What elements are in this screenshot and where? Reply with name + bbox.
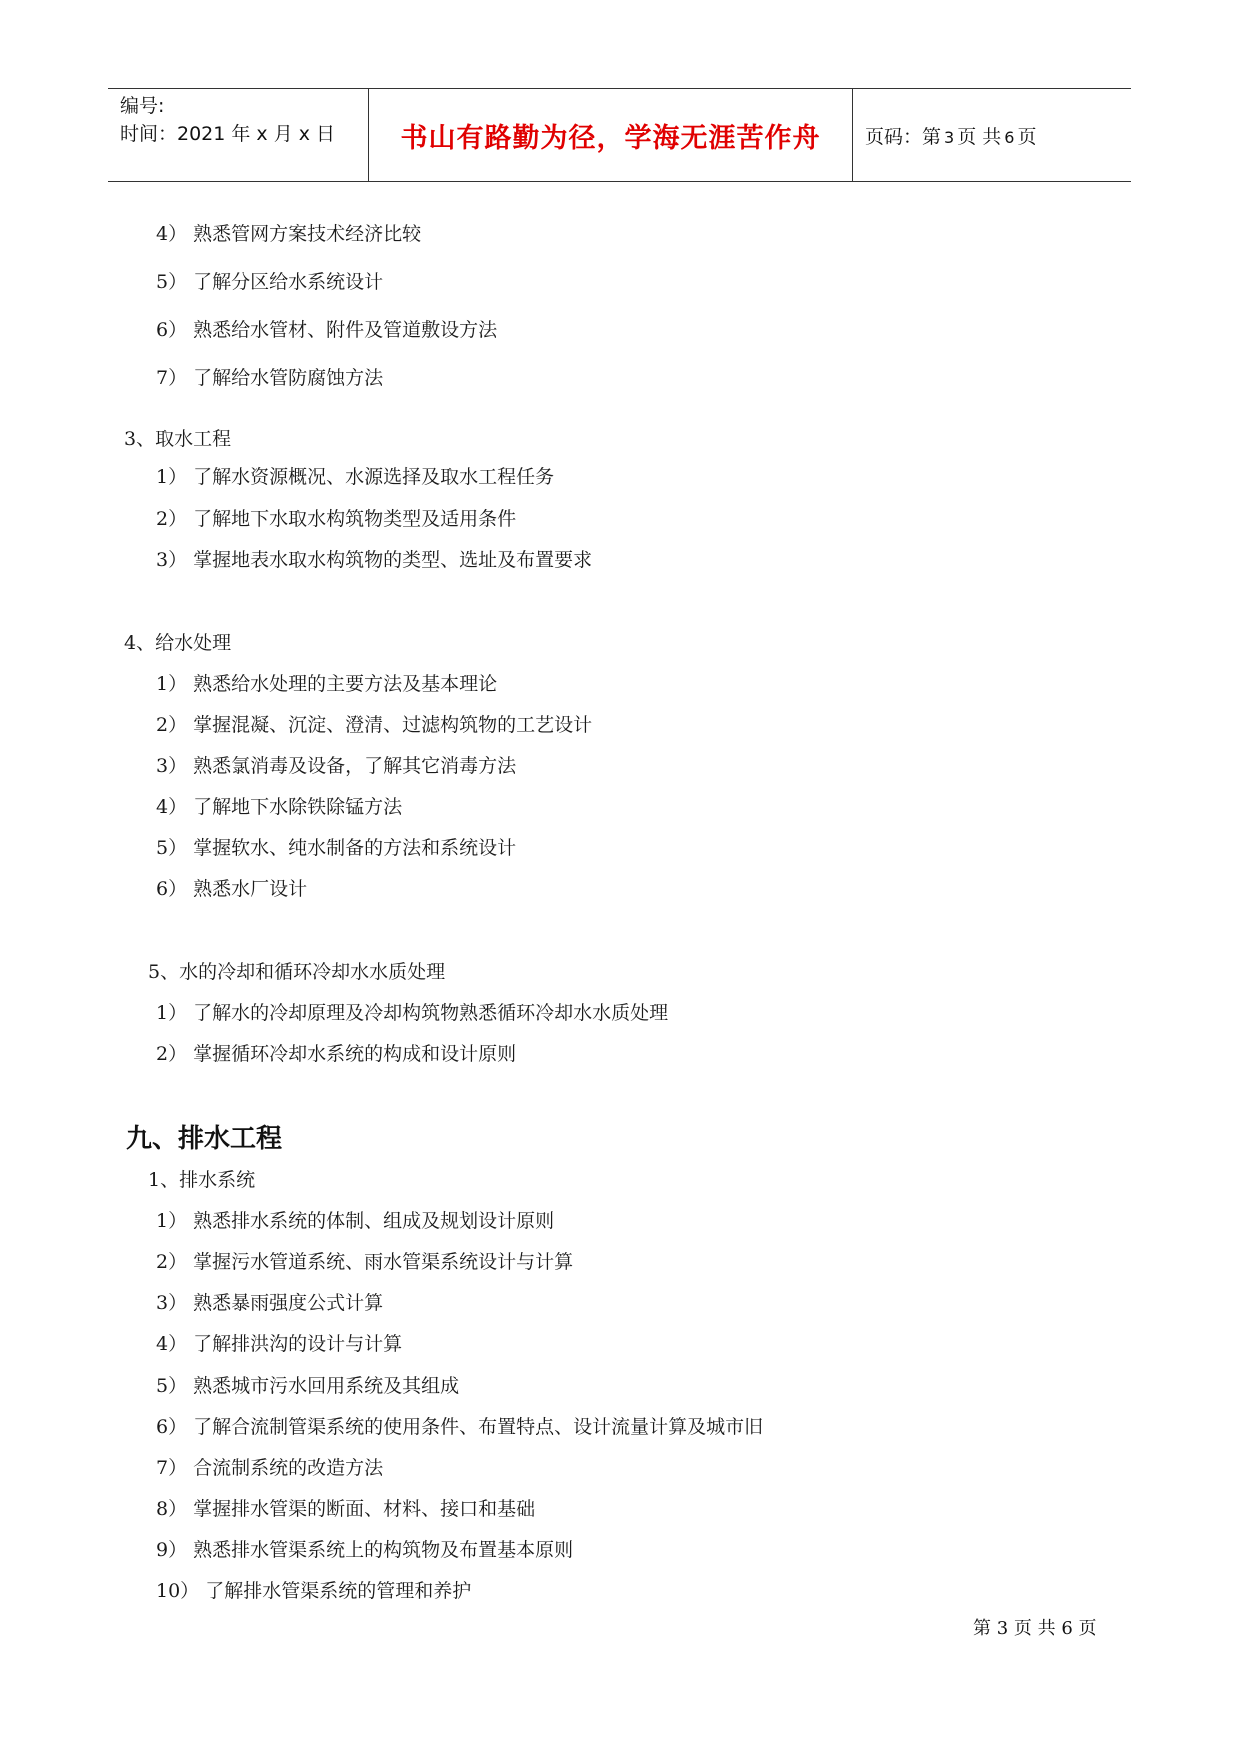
list-item: 5） 掌握软水、纯水制备的方法和系统设计 bbox=[156, 837, 517, 859]
list-item: 3） 掌握地表水取水构筑物的类型、选址及布置要求 bbox=[156, 549, 593, 571]
list-item: 1） 熟悉给水处理的主要方法及基本理论 bbox=[156, 673, 498, 695]
page-prefix: 页码：第 bbox=[865, 125, 942, 148]
list-item: 7） 合流制系统的改造方法 bbox=[156, 1457, 384, 1479]
list-item: 6） 了解合流制管渠系统的使用条件、布置特点、设计流量计算及城市旧 bbox=[156, 1416, 764, 1438]
page-header bbox=[108, 88, 1131, 182]
list-item: 2） 掌握混凝、沉淀、澄清、过滤构筑物的工艺设计 bbox=[156, 714, 593, 736]
document-code-label: 编号: bbox=[120, 95, 165, 117]
list-item: 1） 了解水的冷却原理及冷却构筑物熟悉循环冷却水水质处理 bbox=[156, 1002, 669, 1024]
header-left-cell bbox=[108, 89, 369, 181]
header-middle-cell bbox=[369, 89, 853, 181]
page-suffix: 页 bbox=[1017, 125, 1037, 148]
list-item: 7） 了解给水管防腐蚀方法 bbox=[156, 367, 384, 389]
subsection-title: 5、水的冷却和循环冷却水水质处理 bbox=[148, 961, 446, 983]
subsection-title: 4、给水处理 bbox=[124, 632, 232, 654]
list-item: 4） 了解排洪沟的设计与计算 bbox=[156, 1333, 403, 1355]
list-item: 2） 了解地下水取水构筑物类型及适用条件 bbox=[156, 508, 517, 530]
list-item: 2） 掌握循环冷却水系统的构成和设计原则 bbox=[156, 1043, 517, 1065]
list-item: 4） 熟悉管网方案技术经济比较 bbox=[156, 223, 422, 245]
list-item: 3） 熟悉暴雨强度公式计算 bbox=[156, 1292, 384, 1314]
list-item: 1） 了解水资源概况、水源选择及取水工程任务 bbox=[156, 466, 555, 488]
subsection-title: 1、排水系统 bbox=[148, 1169, 256, 1191]
page-total: 6 bbox=[1004, 127, 1015, 147]
subsection-title: 3、取水工程 bbox=[124, 428, 232, 450]
header-page-code bbox=[865, 122, 1036, 149]
document-time: 时间：2021 年 x 月 x 日 bbox=[120, 123, 336, 145]
list-item: 8） 掌握排水管渠的断面、材料、接口和基础 bbox=[156, 1498, 536, 1520]
list-item: 1） 熟悉排水系统的体制、组成及规划设计原则 bbox=[156, 1210, 555, 1232]
list-item: 4） 了解地下水除铁除锰方法 bbox=[156, 796, 403, 818]
page-mid: 页 共 bbox=[957, 125, 1002, 148]
section-heading: 九、排水工程 bbox=[126, 1124, 283, 1154]
list-item: 5） 熟悉城市污水回用系统及其组成 bbox=[156, 1375, 460, 1397]
list-item: 3） 熟悉氯消毒及设备，了解其它消毒方法 bbox=[156, 755, 517, 777]
list-item: 10） 了解排水管渠系统的管理和养护 bbox=[156, 1580, 472, 1602]
header-right-cell bbox=[853, 89, 1131, 181]
list-item: 2） 掌握污水管道系统、雨水管渠系统设计与计算 bbox=[156, 1251, 574, 1273]
list-item: 6） 熟悉给水管材、附件及管道敷设方法 bbox=[156, 319, 498, 341]
page-number: 3 bbox=[944, 127, 955, 147]
list-item: 9） 熟悉排水管渠系统上的构筑物及布置基本原则 bbox=[156, 1539, 574, 1561]
header-motto: 书山有路勤为径，学海无涯苦作舟 bbox=[400, 122, 821, 154]
list-item: 6） 熟悉水厂设计 bbox=[156, 878, 308, 900]
page-footer: 第 3 页 共 6 页 bbox=[973, 1618, 1097, 1639]
list-item: 5） 了解分区给水系统设计 bbox=[156, 271, 384, 293]
